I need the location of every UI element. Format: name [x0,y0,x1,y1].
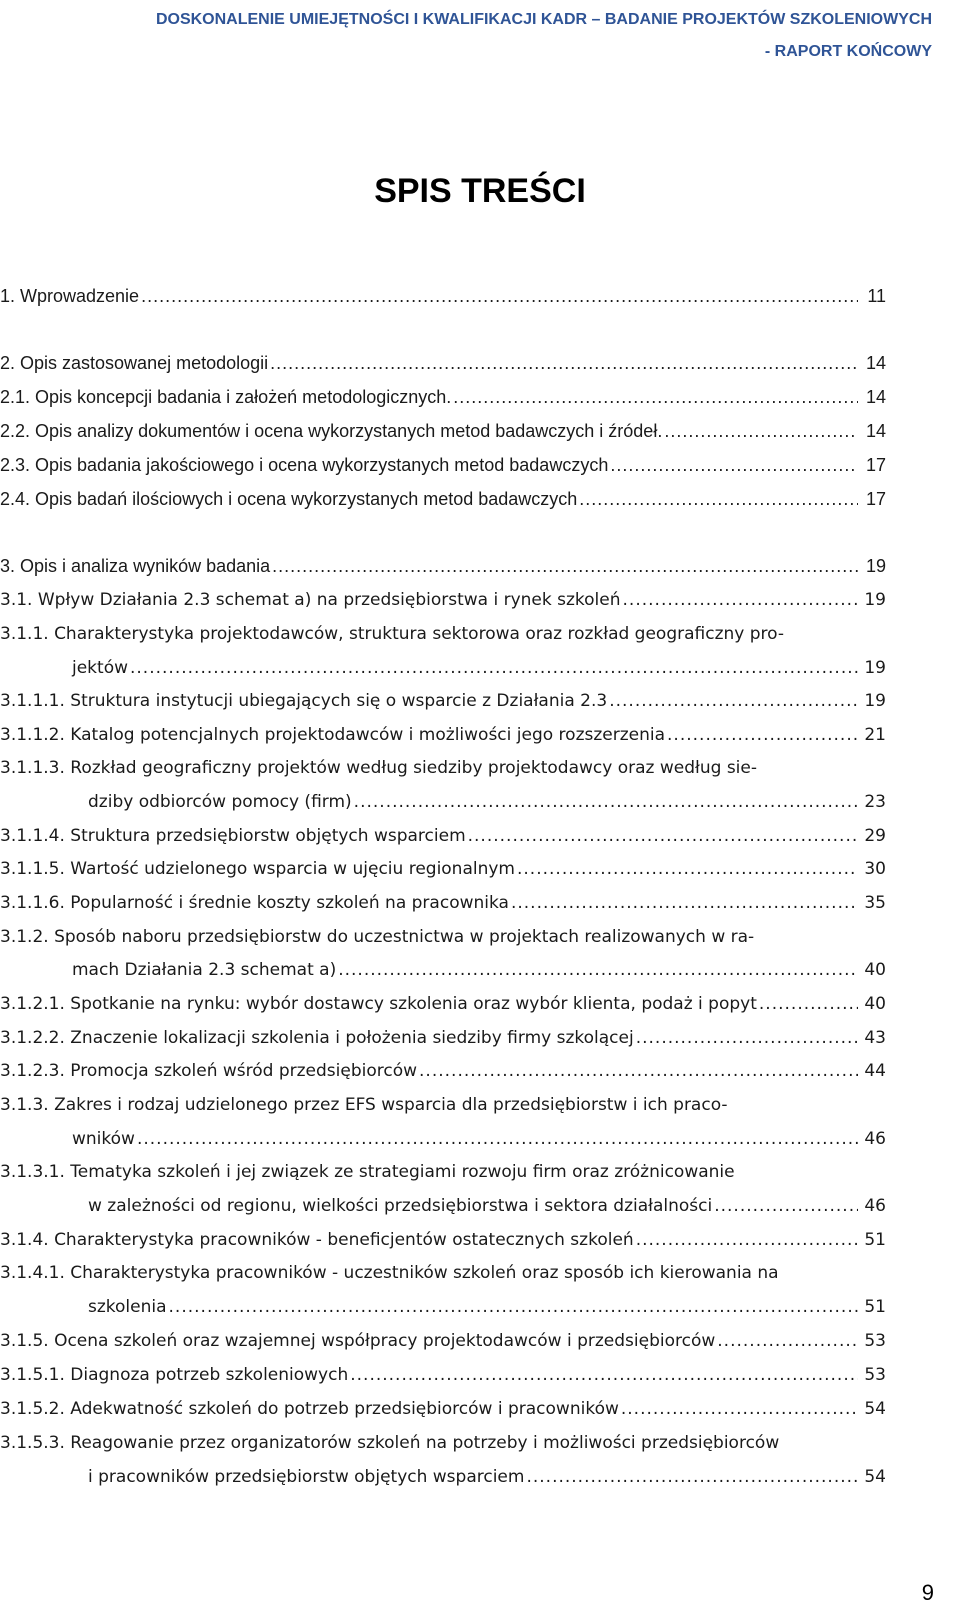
toc-entry-page: 46 [864,1129,886,1149]
toc-entry-page: 21 [864,725,886,745]
toc-entry[interactable] [0,548,886,584]
toc-entry-page: 19 [864,590,886,610]
toc-entry-title: 3.1.4. Charakterystyka pracowników - beneficjentów ostatecznych szkoleń [0,1230,634,1250]
toc-entry-page: 51 [864,1230,886,1250]
toc-entry[interactable] [0,1222,886,1258]
toc-leader-dots [717,1323,858,1359]
toc-entry-page: 44 [864,1061,886,1081]
toc-entry-page: 19 [864,691,886,711]
toc-entry[interactable] [0,1053,886,1089]
toc-entry[interactable] [0,1020,886,1056]
toc-leader-dots [609,683,858,719]
toc-entry[interactable] [0,616,860,652]
toc-entry[interactable] [0,1323,886,1359]
toc-entry[interactable] [0,1391,886,1427]
toc-leader-dots [714,1188,858,1224]
toc-entry[interactable] [0,278,886,314]
toc-entry-page: 51 [864,1297,886,1317]
toc-entry[interactable] [0,582,886,618]
toc-entry[interactable] [0,818,886,854]
toc-leader-dots [667,717,858,753]
toc-entry-title: 3.1.2. Sposób naboru przedsiębiorstw do uczestnictwa w projektach realizowanych w ra- [0,927,755,947]
toc-entry-title: 3.1.5.2. Adekwatność szkoleń do potrzeb przedsiębiorców i pracowników [0,1399,619,1419]
toc-leader-dots [270,345,858,381]
toc-entry-title: 3.1.3.1. Tematyka szkoleń i jej związek ze strategiami rozwoju firm oraz zróżnicowanie [0,1162,735,1182]
toc-entry-title: 3.1.1.1. Struktura instytucji ubiegających się o wsparcie z Działania 2.3 [0,691,608,711]
toc-leader-dots [664,413,858,449]
toc-entry[interactable] [0,885,886,921]
toc-entry-title-continued: szkolenia [88,1297,167,1317]
toc-leader-dots [621,1391,858,1427]
toc-entry-page: 35 [864,893,886,913]
toc-leader-dots [141,278,858,314]
toc-entry-title: 3. Opis i analiza wyników badania [0,556,271,576]
toc-entry-title: 3.1.1.4. Struktura przedsiębiorstw objętych wsparciem [0,826,466,846]
toc-entry[interactable] [0,1425,860,1461]
toc-entry[interactable] [0,986,886,1022]
toc-leader-dots [526,1459,858,1495]
toc-entry-title: 2. Opis zastosowanej metodologii [0,353,269,373]
toc-entry-page: 11 [867,286,886,306]
toc-entry-title: 2.4. Opis badań ilościowych i ocena wykorzystanych metod badawczych [0,489,578,509]
toc-entry-title: 3.1.5.3. Reagowanie przez organizatorów szkoleń na potrzeby i możliwości przedsiębiorców [0,1433,780,1453]
toc-entry-page: 43 [864,1028,886,1048]
toc-entry-title: 3.1.2.1. Spotkanie na rynku: wybór dostawcy szkolenia oraz wybór klienta, podaż i popyt [0,994,757,1014]
toc-entry-page: 40 [864,994,886,1014]
toc-entry-page: 40 [864,960,886,980]
toc-entry-title: 3.1.4.1. Charakterystyka pracowników - uczestników szkoleń oraz sposób ich kierowania na [0,1263,779,1283]
toc-leader-dots [130,650,858,686]
toc-leader-dots [636,1222,858,1258]
page-number: 9 [921,1580,934,1605]
toc-entry-continuation[interactable] [72,1121,886,1157]
toc-entry-page: 23 [864,792,886,812]
toc-entry-continuation[interactable] [88,1289,886,1325]
toc-leader-dots [468,818,858,854]
toc-leader-dots [453,379,858,415]
toc-entry-title-continued: wników [72,1129,135,1149]
toc-entry[interactable] [0,1154,860,1190]
toc-entry-continuation[interactable] [88,1188,886,1224]
toc-entry[interactable] [0,717,886,753]
toc-leader-dots [517,851,858,887]
toc-entry[interactable] [0,379,886,415]
toc-leader-dots [169,1289,858,1325]
toc-leader-dots [354,784,858,820]
toc-leader-dots [511,885,858,921]
toc-entry-continuation[interactable] [72,650,886,686]
header-line-1: DOSKONALENIE UMIEJĘTNOŚCI I KWALIFIKACJI KADR – BADANIE PROJEKTÓW SZKOLENIOWYCH [155,11,932,28]
toc-entry[interactable] [0,683,886,719]
toc-leader-dots [338,952,858,988]
toc-leader-dots [623,582,858,618]
toc-entry[interactable] [0,1087,860,1123]
toc-leader-dots [759,986,858,1022]
toc-entry[interactable] [0,750,860,786]
toc-entry-title: 3.1.1.3. Rozkład geograficzny projektów według siedziby projektodawcy oraz według sie- [0,758,757,778]
toc-entry[interactable] [0,1357,886,1393]
toc-entry-title: 1. Wprowadzenie [0,286,140,306]
toc-entry-page: 53 [864,1365,886,1385]
report-header [156,4,932,68]
toc-entry-continuation[interactable] [88,1459,886,1495]
toc-entry-title-continued: w zależności od regionu, wielkości przedsiębiorstwa i sektora działalności [88,1196,713,1216]
toc-entry-title: 3.1.2.3. Promocja szkoleń wśród przedsiębiorców [0,1061,418,1081]
toc-leader-dots [419,1053,858,1089]
toc-entry-title: 2.1. Opis koncepcji badania i założeń metodologicznych. [0,387,452,407]
toc-entry-page: 14 [865,421,886,441]
toc-entry-page: 14 [865,353,886,373]
toc-entry-title: 3.1.5. Ocena szkoleń oraz wzajemnej współpracy projektodawców i przedsiębiorców [0,1331,716,1351]
toc-entry[interactable] [0,1255,860,1291]
toc-entry-continuation[interactable] [88,784,886,820]
toc-entry-page: 46 [864,1196,886,1216]
toc-entry-page: 29 [864,826,886,846]
toc-entry-title-continued: dziby odbiorców pomocy (firm) [88,792,352,812]
toc-entry[interactable] [0,481,886,517]
toc-entry-title-continued: mach Działania 2.3 schemat a) [72,960,337,980]
toc-entry-page: 54 [864,1467,886,1487]
toc-entry-title: 3.1.5.1. Diagnoza potrzeb szkoleniowych [0,1365,349,1385]
toc-leader-dots [350,1357,858,1393]
toc-entry-title: 3.1.3. Zakres i rodzaj udzielonego przez EFS wsparcia dla przedsiębiorstw i ich praco- [0,1095,728,1115]
toc-entry-page: 19 [864,658,886,678]
toc-entry-title-continued: jektów [72,658,128,678]
toc-leader-dots [137,1121,858,1157]
toc-entry-page: 19 [865,556,886,576]
toc-leader-dots [579,481,858,517]
toc-entry[interactable] [0,919,860,955]
toc-entry-page: 30 [864,859,886,879]
toc-entry-title: 3.1.1. Charakterystyka projektodawców, struktura sektorowa oraz rozkład geograficzny pro- [0,624,785,644]
toc-entry[interactable] [0,413,886,449]
page-title: SPIS TREŚCI [374,172,586,210]
toc-leader-dots [272,548,858,584]
toc-entry-title-continued: i pracowników przedsiębiorstw objętych wsparciem [88,1467,525,1487]
toc-entry-page: 17 [865,489,886,509]
toc-entry-page: 53 [864,1331,886,1351]
toc-entry-page: 54 [864,1399,886,1419]
toc-entry-continuation[interactable] [72,952,886,988]
toc-leader-dots [636,1020,858,1056]
header-line-2: - RAPORT KOŃCOWY [764,43,932,60]
toc-entry-title: 3.1.1.2. Katalog potencjalnych projektodawców i możliwości jego rozszerzenia [0,725,666,745]
toc-leader-dots [610,447,858,483]
toc-entry-title: 3.1.2.2. Znaczenie lokalizacji szkolenia i położenia siedziby firmy szkolącej [0,1028,634,1048]
toc-entry-title: 2.3. Opis badania jakościowego i ocena wykorzystanych metod badawczych [0,455,609,475]
toc-entry[interactable] [0,447,886,483]
toc-entry-title: 2.2. Opis analizy dokumentów i ocena wykorzystanych metod badawczych i źródeł. [0,421,663,441]
toc-entry[interactable] [0,851,886,887]
toc-entry[interactable] [0,345,886,381]
toc-entry-page: 17 [865,455,886,475]
toc-entry-title: 3.1.1.6. Popularność i średnie koszty szkoleń na pracownika [0,893,509,913]
toc-entry-page: 14 [865,387,886,407]
toc-entry-title: 3.1.1.5. Wartość udzielonego wsparcia w ujęciu regionalnym [0,859,515,879]
toc-entry-title: 3.1. Wpływ Działania 2.3 schemat a) na przedsiębiorstwa i rynek szkoleń [0,590,621,610]
